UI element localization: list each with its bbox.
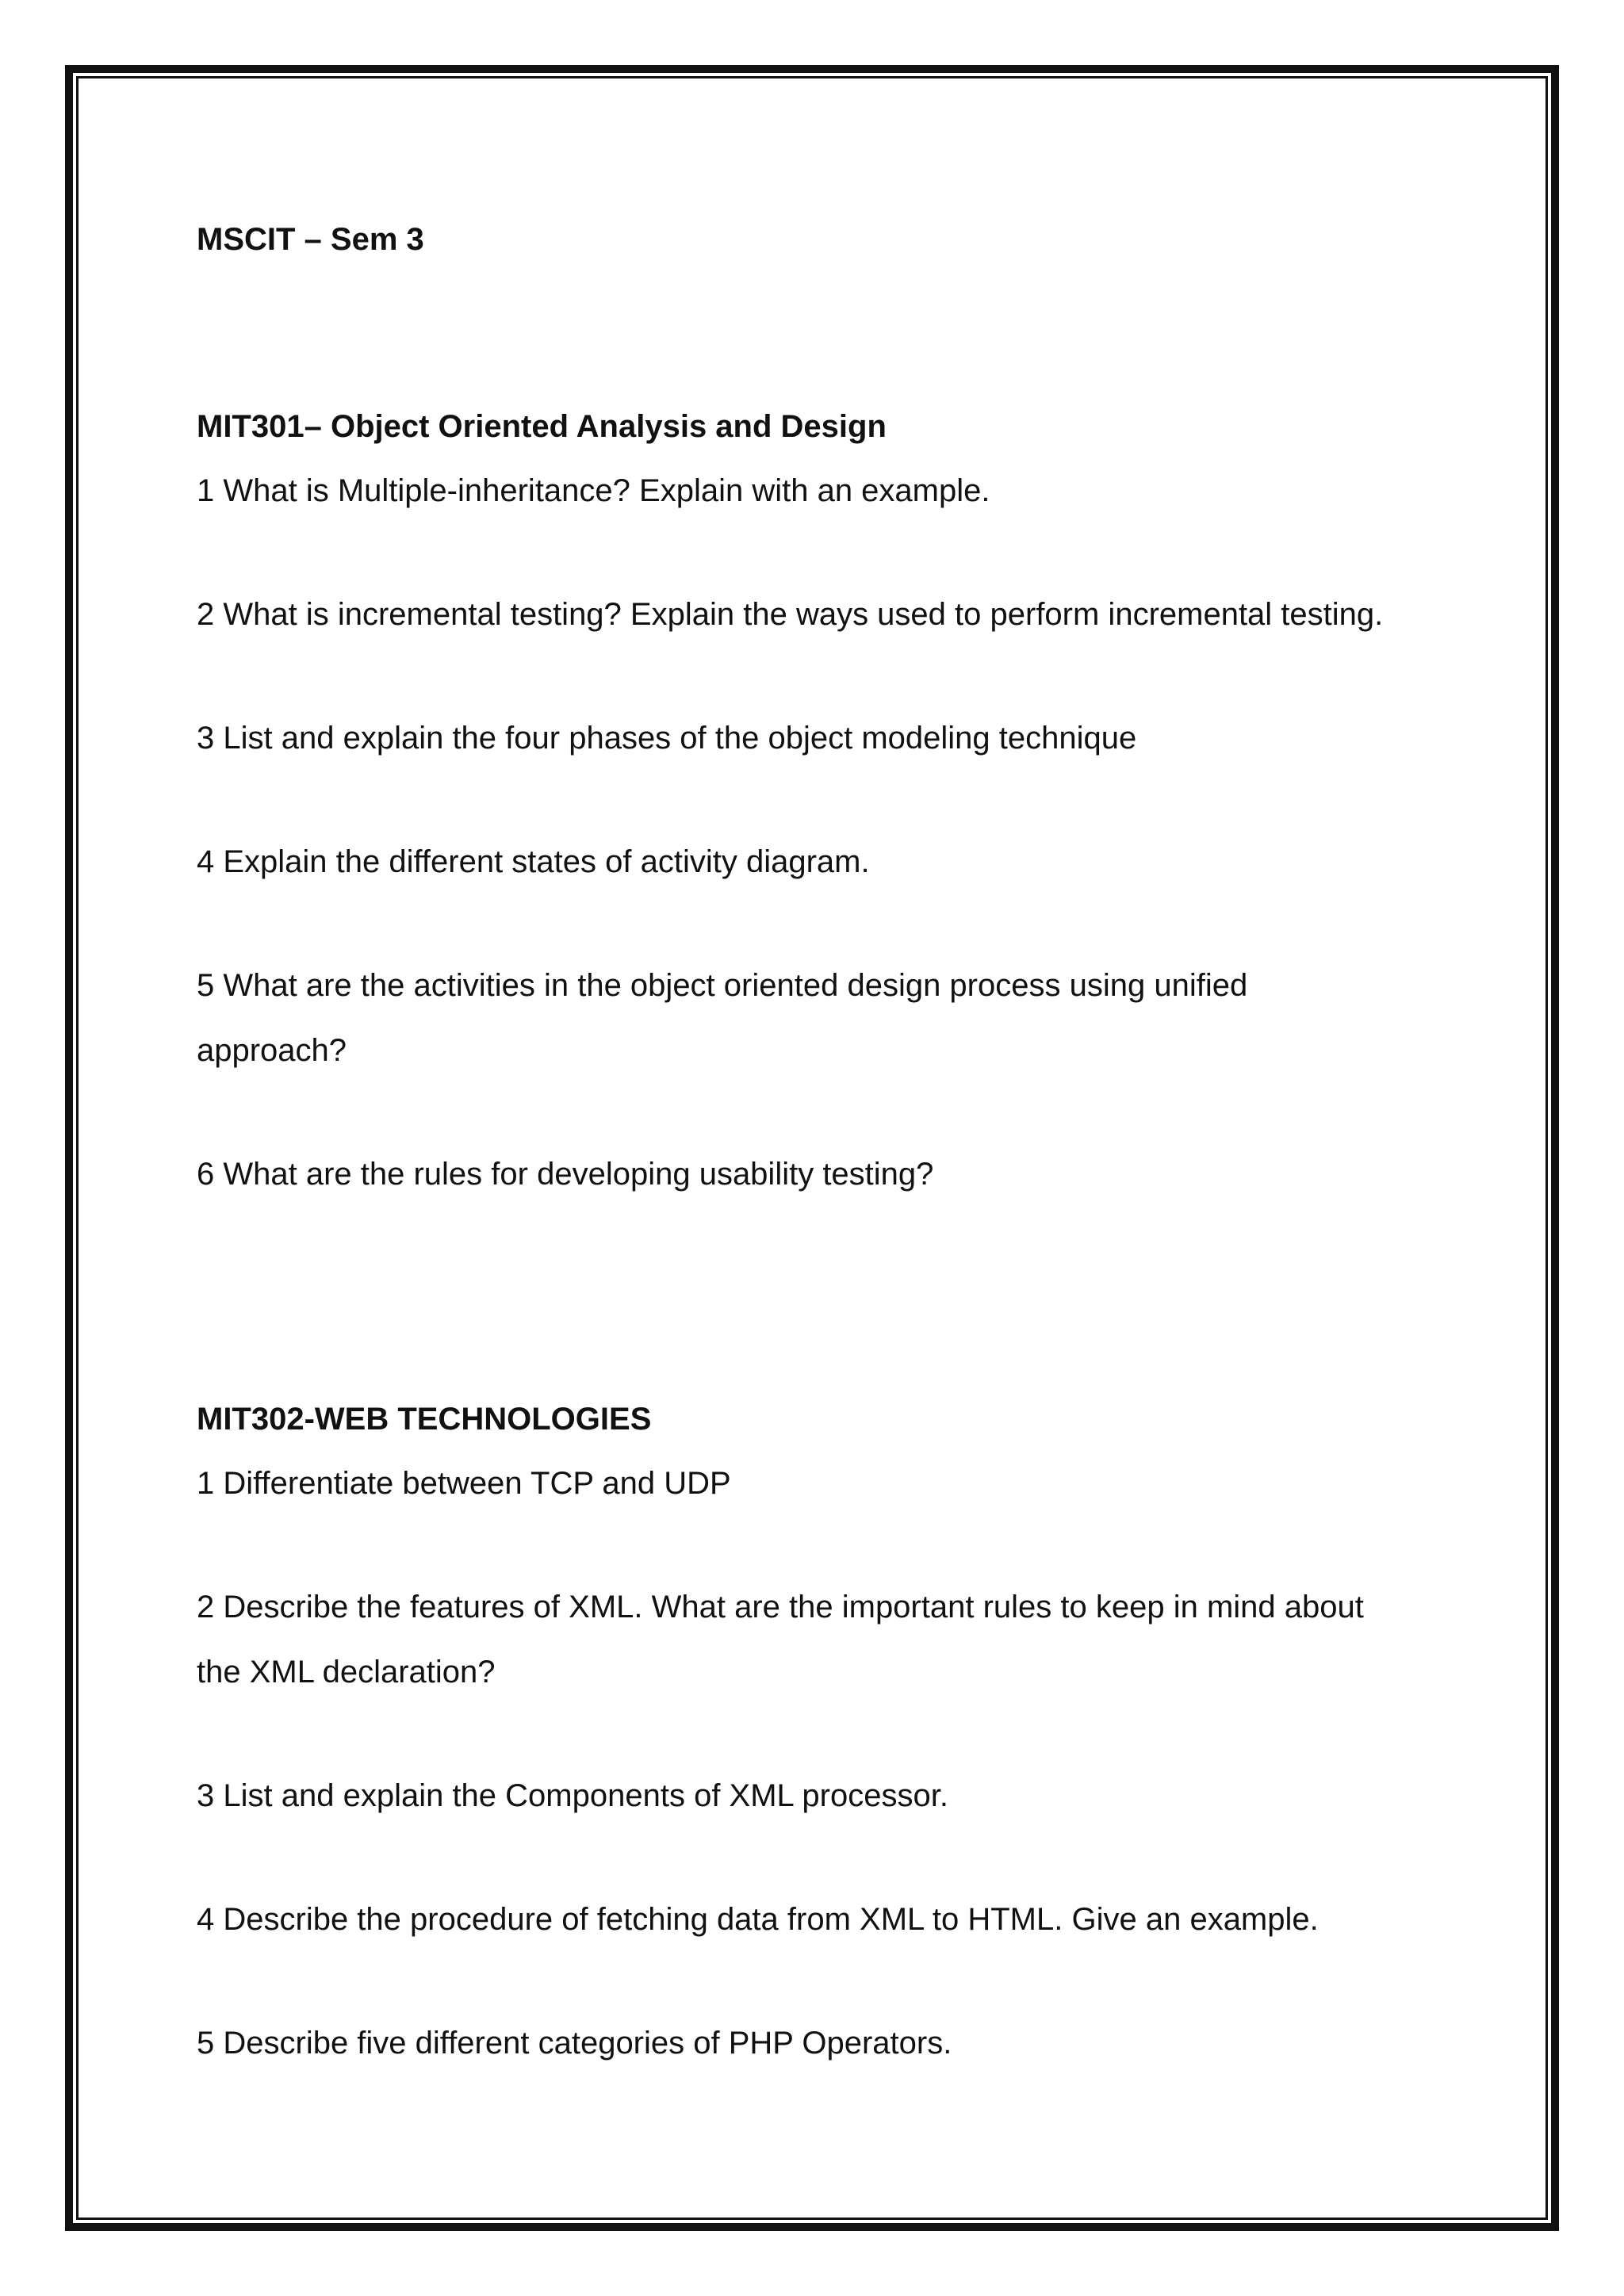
section-title-mit302: MIT302-WEB TECHNOLOGIES	[197, 1402, 652, 1437]
question-mit301-5-line-1: 5 What are the activities in the object oriented design process using unified	[197, 968, 1248, 1003]
question-mit302-2-line-1: 2 Describe the features of XML. What are the important rules to keep in mind about	[197, 1590, 1364, 1624]
question-mit301-6: 6 What are the rules for developing usability testing?	[197, 1157, 934, 1192]
question-mit301-2: 2 What is incremental testing? Explain the ways used to perform incremental testing.	[197, 597, 1384, 632]
question-mit302-2-line-2: the XML declaration?	[197, 1655, 496, 1689]
question-mit302-5: 5 Describe five different categories of PHP Operators.	[197, 2026, 952, 2061]
document-title: MSCIT – Sem 3	[197, 222, 424, 257]
section-title-mit301: MIT301– Object Oriented Analysis and Design	[197, 409, 887, 444]
question-mit301-5-line-2: approach?	[197, 1033, 347, 1068]
question-mit301-3: 3 List and explain the four phases of the object modeling technique	[197, 721, 1137, 756]
question-mit301-1: 1 What is Multiple-inheritance? Explain with an example.	[197, 473, 990, 508]
question-mit302-3: 3 List and explain the Components of XML processor.	[197, 1778, 948, 1813]
question-mit302-1: 1 Differentiate between TCP and UDP	[197, 1466, 731, 1501]
question-mit301-4: 4 Explain the different states of activity diagram.	[197, 844, 870, 879]
question-mit302-4: 4 Describe the procedure of fetching data from XML to HTML. Give an example.	[197, 1902, 1319, 1937]
